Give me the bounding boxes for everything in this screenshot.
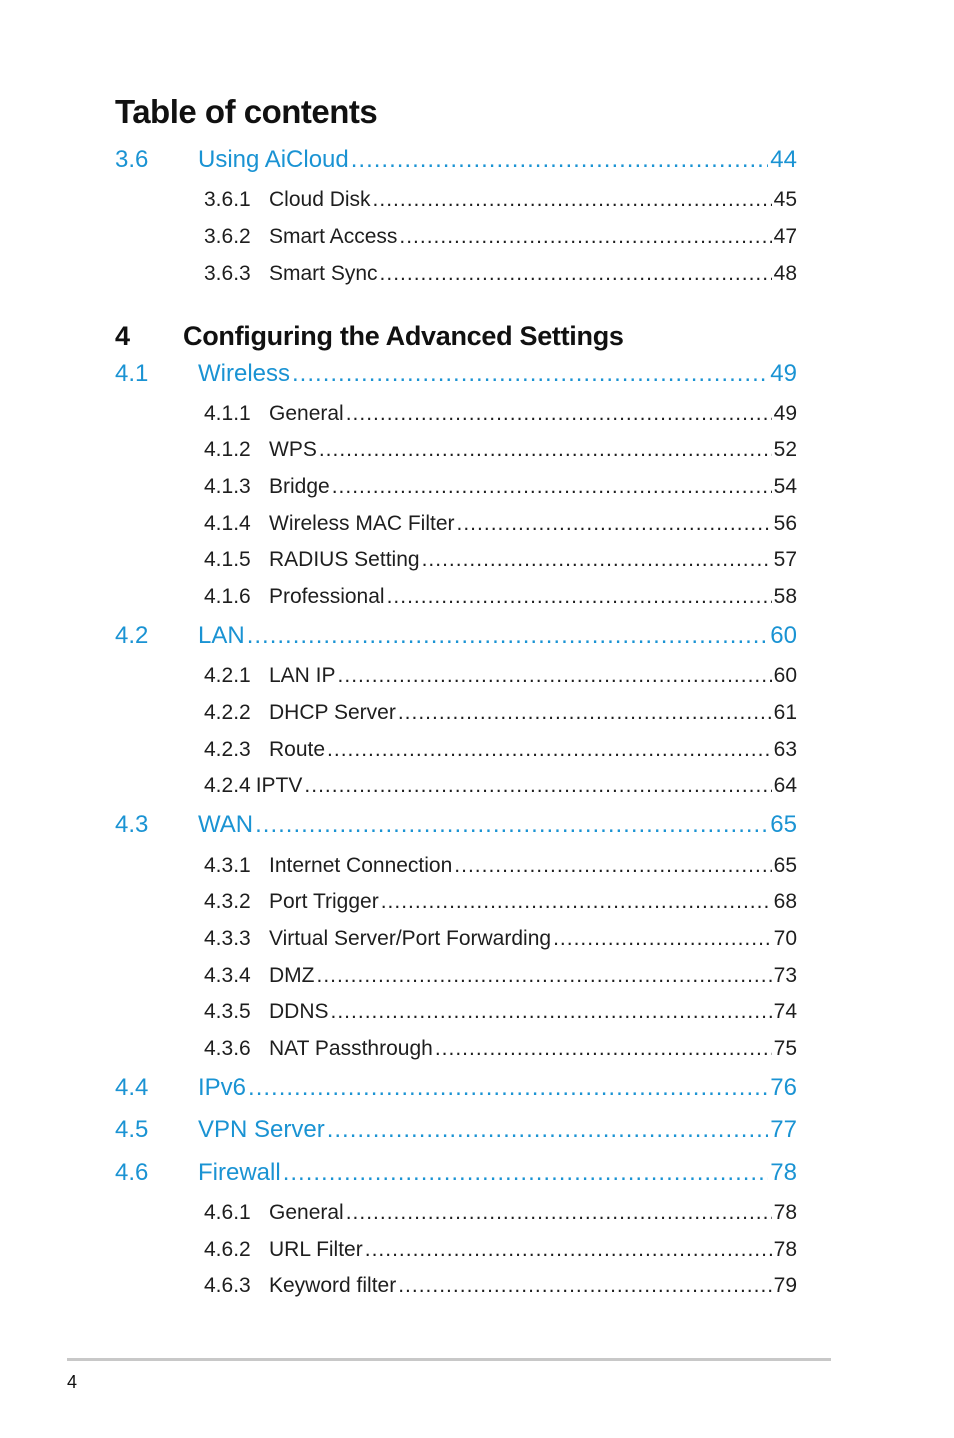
toc-entry-4-6-2[interactable] bbox=[204, 1234, 797, 1266]
toc-entry-page: 52 bbox=[773, 438, 797, 461]
page-number: 4 bbox=[67, 1372, 78, 1392]
toc-entry-label: URL Filter bbox=[269, 1238, 363, 1261]
toc-entry-page: 63 bbox=[773, 738, 797, 761]
toc-entry-4-1-5[interactable] bbox=[204, 544, 797, 576]
toc-entry-number: 4.6.2 bbox=[204, 1238, 251, 1261]
toc-entry-label: Using AiCloud bbox=[198, 146, 349, 173]
toc-entry-4-1-1[interactable] bbox=[204, 398, 797, 430]
toc-entry-label: Cloud Disk bbox=[269, 188, 371, 211]
toc-entry-number: 4.2.2 bbox=[204, 701, 251, 724]
toc-entry-page: 49 bbox=[773, 402, 797, 425]
toc-entry-label: DHCP Server bbox=[269, 701, 396, 724]
dot-leader bbox=[422, 544, 772, 576]
toc-entry-label: Virtual Server/Port Forwarding bbox=[269, 927, 552, 950]
toc-entry-label: Wireless MAC Filter bbox=[269, 512, 455, 535]
toc-entry-4-5[interactable] bbox=[115, 1113, 797, 1147]
toc-entry-4-6-3[interactable] bbox=[204, 1270, 797, 1302]
toc-entry-page: 78 bbox=[770, 1159, 797, 1186]
toc-entry-page: 58 bbox=[773, 585, 797, 608]
toc-entry-label: DMZ bbox=[269, 964, 315, 987]
toc-entry-4-2-4[interactable] bbox=[204, 770, 797, 802]
toc-entry-page: 60 bbox=[770, 622, 797, 649]
toc-entry-page: 77 bbox=[770, 1116, 797, 1143]
toc-entry-page: 79 bbox=[773, 1274, 797, 1297]
dot-leader bbox=[373, 184, 772, 216]
dot-leader bbox=[398, 1270, 771, 1302]
toc-entry-number: 4.6.1 bbox=[204, 1201, 251, 1224]
toc-entry-label: General bbox=[269, 1201, 344, 1224]
toc-entry-4-4[interactable] bbox=[115, 1071, 797, 1105]
dot-leader bbox=[327, 734, 772, 766]
dot-leader bbox=[454, 850, 771, 882]
toc-entry-label: Port Trigger bbox=[269, 890, 379, 913]
toc-entry-number: 4.3.4 bbox=[204, 964, 251, 987]
toc-entry-number: 4.4 bbox=[115, 1074, 149, 1101]
toc-entry-page: 78 bbox=[773, 1201, 797, 1224]
toc-entry-4-2-1[interactable] bbox=[204, 660, 797, 692]
dot-leader bbox=[398, 697, 772, 729]
dot-leader bbox=[435, 1033, 772, 1065]
toc-entry-3-6-1[interactable] bbox=[204, 184, 797, 216]
toc-entry-label: LAN bbox=[198, 622, 245, 649]
chapter-title: Configuring the Advanced Settings bbox=[183, 321, 624, 351]
dot-leader bbox=[380, 258, 772, 290]
toc-entry-page: 44 bbox=[770, 146, 797, 173]
toc-entry-label: NAT Passthrough bbox=[269, 1037, 433, 1060]
toc-entry-number: 4.2 bbox=[115, 622, 149, 649]
toc-entry-4-3-6[interactable] bbox=[204, 1033, 797, 1065]
toc-entry-4-2-2[interactable] bbox=[204, 697, 797, 729]
toc-entry-page: 65 bbox=[773, 854, 797, 877]
dot-leader bbox=[255, 808, 768, 842]
dot-leader bbox=[381, 886, 772, 918]
toc-entry-number: 4.3 bbox=[115, 811, 149, 838]
toc-entry-4-2[interactable] bbox=[115, 619, 797, 653]
toc-entry-4-1-2[interactable] bbox=[204, 434, 797, 466]
toc-entry-page: 68 bbox=[773, 890, 797, 913]
toc-entry-4-1-4[interactable] bbox=[204, 508, 797, 540]
toc-entry-number: 4.1.3 bbox=[204, 475, 251, 498]
toc-entry-label: RADIUS Setting bbox=[269, 548, 420, 571]
toc-entry-label: Internet Connection bbox=[269, 854, 453, 877]
toc-entry-number: 4.1 bbox=[115, 360, 149, 387]
toc-entry-number: 4.1.4 bbox=[204, 512, 251, 535]
toc-entry-label: Smart Sync bbox=[269, 262, 378, 285]
toc-entry-label: IPv6 bbox=[198, 1074, 247, 1101]
dot-leader bbox=[346, 398, 772, 430]
dot-leader bbox=[248, 1071, 768, 1105]
toc-entry-3-6-3[interactable] bbox=[204, 258, 797, 290]
dot-leader bbox=[327, 1113, 769, 1147]
toc-entry-4-6[interactable] bbox=[115, 1156, 797, 1190]
toc-entry-label: WAN bbox=[198, 811, 254, 838]
toc-entry-label: Route bbox=[269, 738, 326, 761]
dot-leader bbox=[338, 660, 772, 692]
toc-entry-page: 60 bbox=[773, 664, 797, 687]
toc-entry-4-3-4[interactable] bbox=[204, 960, 797, 992]
dot-leader bbox=[553, 923, 772, 955]
toc-entry-page: 48 bbox=[773, 262, 797, 285]
toc-entry-number: 4.3.1 bbox=[204, 854, 251, 877]
toc-entry-page: 70 bbox=[773, 927, 797, 950]
toc-entry-number: 4.6.3 bbox=[204, 1274, 251, 1297]
toc-entry-label: Bridge bbox=[269, 475, 330, 498]
toc-entry-label: Smart Access bbox=[269, 225, 398, 248]
toc-entry-4-6-1[interactable] bbox=[204, 1197, 797, 1229]
toc-entry-number: 4.1.1 bbox=[204, 402, 251, 425]
toc-entry-page: 73 bbox=[773, 964, 797, 987]
dot-leader bbox=[457, 508, 772, 540]
toc-entry-number: 4.3.5 bbox=[204, 1000, 251, 1023]
page-title: Table of contents bbox=[115, 93, 378, 130]
toc-entry-page: 65 bbox=[770, 811, 797, 838]
toc-entry-4-3[interactable] bbox=[115, 808, 797, 842]
toc-entry-label: LAN IP bbox=[269, 664, 336, 687]
toc-entry-number: 3.6.2 bbox=[204, 225, 251, 248]
dot-leader bbox=[292, 357, 768, 391]
toc-entry-label: VPN Server bbox=[198, 1116, 325, 1143]
toc-entry-4-3-2[interactable] bbox=[204, 886, 797, 918]
toc-entry-number: 3.6.3 bbox=[204, 262, 251, 285]
toc-entry-4-1-3[interactable] bbox=[204, 471, 797, 503]
toc-entry-4-2-3[interactable] bbox=[204, 734, 797, 766]
chapter-heading bbox=[115, 318, 624, 354]
toc-entry-4-3-1[interactable] bbox=[204, 850, 797, 882]
toc-entry-page: 49 bbox=[770, 360, 797, 387]
toc-entry-label: General bbox=[269, 402, 344, 425]
toc-entry-4-1[interactable] bbox=[115, 357, 797, 391]
toc-entry-page: 64 bbox=[773, 774, 797, 797]
toc-entry-page: 47 bbox=[773, 225, 797, 248]
toc-entry-4-1-6[interactable] bbox=[204, 581, 797, 613]
toc-entry-number: 3.6 bbox=[115, 146, 149, 173]
toc-entry-number: 4.2.4 bbox=[204, 774, 251, 797]
dot-leader bbox=[351, 143, 769, 177]
toc-entry-label: WPS bbox=[269, 438, 317, 461]
toc-entry-page: 54 bbox=[773, 475, 797, 498]
dot-leader bbox=[346, 1197, 772, 1229]
toc-entry-page: 61 bbox=[773, 701, 797, 724]
toc-entry-number: 4.2.3 bbox=[204, 738, 251, 761]
toc-entry-page: 75 bbox=[773, 1037, 797, 1060]
footer-divider bbox=[67, 1358, 831, 1361]
dot-leader bbox=[283, 1156, 769, 1190]
toc-entry-number: 4.3.3 bbox=[204, 927, 251, 950]
dot-leader bbox=[399, 221, 771, 253]
toc-entry-number: 4.3.2 bbox=[204, 890, 251, 913]
toc-entry-number: 4.3.6 bbox=[204, 1037, 251, 1060]
chapter-number: 4 bbox=[115, 321, 130, 351]
dot-leader bbox=[332, 471, 772, 503]
toc-entry-page: 56 bbox=[773, 512, 797, 535]
toc-entry-page: 74 bbox=[773, 1000, 797, 1023]
dot-leader bbox=[365, 1234, 772, 1266]
toc-entry-page: 45 bbox=[773, 188, 797, 211]
dot-leader bbox=[304, 770, 771, 802]
toc-entry-number: 3.6.1 bbox=[204, 188, 251, 211]
toc-entry-4-3-5[interactable] bbox=[204, 996, 797, 1028]
toc-entry-label: DDNS bbox=[269, 1000, 329, 1023]
toc-entry-number: 4.2.1 bbox=[204, 664, 251, 687]
toc-entry-page: 78 bbox=[773, 1238, 797, 1261]
toc-entry-3-6[interactable] bbox=[115, 143, 797, 177]
toc-entry-number: 4.1.2 bbox=[204, 438, 251, 461]
toc-entry-label: IPTV bbox=[255, 774, 303, 797]
dot-leader bbox=[387, 581, 772, 613]
toc-entry-number: 4.1.6 bbox=[204, 585, 251, 608]
toc-entry-label: Firewall bbox=[198, 1159, 281, 1186]
dot-leader bbox=[317, 960, 772, 992]
toc-entry-label: Wireless bbox=[198, 360, 291, 387]
toc-entry-page: 76 bbox=[770, 1074, 797, 1101]
dot-leader bbox=[319, 434, 772, 466]
toc-entry-number: 4.6 bbox=[115, 1159, 149, 1186]
toc-entry-page: 57 bbox=[773, 548, 797, 571]
toc-entry-number: 4.5 bbox=[115, 1116, 149, 1143]
toc-entry-label: Keyword filter bbox=[269, 1274, 397, 1297]
toc-entry-3-6-2[interactable] bbox=[204, 221, 797, 253]
toc-entry-label: Professional bbox=[269, 585, 385, 608]
dot-leader bbox=[247, 619, 769, 653]
toc-entry-number: 4.1.5 bbox=[204, 548, 251, 571]
dot-leader bbox=[331, 996, 772, 1028]
toc-entry-4-3-3[interactable] bbox=[204, 923, 797, 955]
